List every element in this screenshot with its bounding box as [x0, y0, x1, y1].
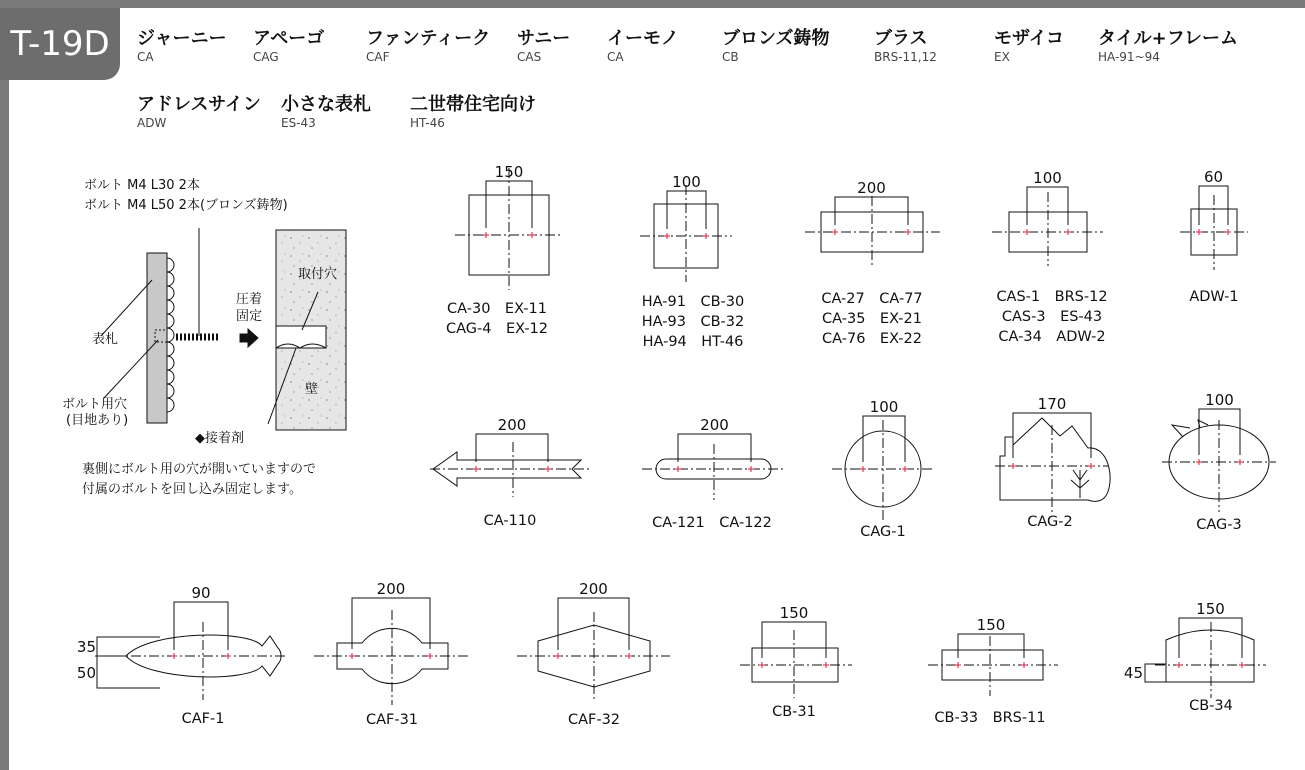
model-label: HA-93 CB-32 — [641, 314, 745, 330]
dimension-label: 50 — [76, 664, 96, 682]
series-code: CAS — [517, 50, 542, 64]
model-label: CAF-32 — [567, 712, 621, 728]
series-code: BRS-11,12 — [874, 50, 937, 64]
model-label: CB-34 — [1189, 698, 1233, 714]
series-name: サニー — [517, 28, 571, 49]
label-adhesive: ◆接着剤 — [195, 431, 244, 446]
model-label: CAF-1 — [181, 711, 225, 727]
template-diagram — [740, 604, 852, 720]
model-label: CA-30 EX-11 — [447, 301, 547, 317]
series-name: ファンティーク — [366, 28, 491, 49]
series-code: CA — [137, 50, 154, 64]
series-name: モザイコ — [994, 28, 1065, 49]
template-diagram — [1124, 600, 1266, 714]
series-name: アペーゴ — [253, 28, 325, 49]
series-name: ブラス — [874, 28, 928, 49]
template-diagram — [640, 173, 744, 350]
model-label: CA-34 ADW-2 — [998, 329, 1106, 345]
label-press-1: 圧着 — [236, 292, 263, 307]
dimension-label: 200 — [579, 580, 608, 598]
dimension-label: 100 — [1205, 391, 1234, 409]
series-code: CAF — [366, 50, 390, 64]
model-label: CAG-1 — [860, 524, 906, 540]
dimension-line — [174, 602, 228, 650]
series-code: HA-91~94 — [1098, 50, 1160, 64]
model-label: ADW-1 — [1189, 289, 1239, 305]
model-label: CAS-3 ES-43 — [1001, 309, 1103, 325]
series-name: イーモノ — [607, 28, 679, 49]
model-label: CB-31 — [772, 704, 816, 720]
dimension-label: 150 — [779, 604, 809, 622]
template-diagram — [642, 416, 786, 531]
series-code: CAG — [253, 50, 279, 64]
dimension-label: 150 — [976, 616, 1006, 634]
dimension-label: 100 — [869, 398, 899, 416]
dimension-label: 170 — [1037, 395, 1067, 413]
series-name: ブロンズ鋳物 — [722, 28, 830, 49]
adhesive-bumps — [167, 258, 174, 412]
model-label: CAF-31 — [365, 712, 419, 728]
dimension-label: 35 — [76, 638, 96, 656]
dimension-label: 200 — [376, 580, 406, 598]
dimension-label: 45 — [1123, 664, 1143, 682]
template-diagram — [517, 580, 670, 728]
label-wall: 壁 — [305, 382, 319, 397]
series-code: CA — [607, 50, 624, 64]
arrow-right-icon — [240, 329, 258, 347]
model-label: CA-110 — [483, 513, 537, 529]
dimension-label: 100 — [1033, 169, 1062, 187]
template-diagram — [1162, 391, 1276, 533]
series-name: タイル+フレーム — [1098, 28, 1239, 49]
bolt-spec-2: ボルト M4 L50 2本(ブロンズ鋳物) — [84, 198, 288, 213]
dimension-label: 150 — [494, 163, 524, 181]
series-code: ES-43 — [281, 116, 316, 130]
dimension-line — [1145, 664, 1166, 682]
tree-icon — [1071, 470, 1089, 498]
series-code: HT-46 — [410, 116, 445, 130]
template-diagram — [430, 416, 590, 529]
model-label: CAG-4 EX-12 — [445, 321, 549, 337]
install-note-1: 裏側にボルト用の穴が開いていますので — [82, 462, 317, 477]
nameplate-side — [147, 253, 167, 423]
ear-icon — [1172, 425, 1190, 437]
dimension-line — [958, 634, 1024, 658]
dimension-label: 60 — [1203, 168, 1224, 186]
series-name: アドレスサイン — [137, 94, 261, 115]
dimension-label: 100 — [672, 173, 701, 191]
template-diagram — [805, 179, 940, 347]
dimension-line — [97, 637, 160, 688]
series-name: 小さな表札 — [281, 94, 371, 115]
label-plate: 表札 — [92, 332, 119, 347]
series-name: 二世帯住宅向け — [410, 94, 536, 115]
dimension-line — [558, 598, 629, 650]
model-label: CA-76 EX-22 — [822, 331, 922, 347]
model-label: CAS-1 BRS-12 — [996, 289, 1108, 305]
install-note-2: 付属のボルトを回し込み固定します。 — [82, 482, 302, 497]
template-diagram — [995, 395, 1110, 530]
series-code: ADW — [137, 116, 167, 130]
model-label: HA-91 CB-30 — [641, 294, 745, 310]
template-diagram — [446, 163, 563, 337]
template-diagram — [77, 584, 286, 727]
template-diagram — [992, 169, 1108, 345]
template-diagram — [1180, 168, 1248, 305]
dimension-line — [863, 416, 905, 462]
bolt-spec-1: ボルト M4 L30 2本 — [84, 178, 200, 193]
installation-illustration — [101, 228, 346, 430]
dimension-label: 200 — [497, 416, 527, 434]
dimension-line — [476, 434, 548, 462]
model-label: CA-27 CA-77 — [821, 291, 923, 307]
template-diagram — [314, 580, 470, 728]
label-mount-hole: 取付穴 — [298, 267, 338, 282]
sheet-code: T-19D — [0, 8, 120, 80]
dimension-line — [1199, 409, 1240, 455]
model-label: HA-94 HT-46 — [642, 334, 744, 350]
template-diagram — [832, 398, 935, 540]
model-label: CAG-3 — [1196, 517, 1242, 533]
label-press-2: 固定 — [236, 309, 263, 324]
dimension-label: 200 — [857, 179, 886, 197]
dimension-label: 200 — [700, 416, 729, 434]
leader-plate — [101, 280, 152, 336]
label-hole-2: (目地あり) — [66, 413, 129, 428]
series-code: EX — [994, 50, 1010, 64]
template-diagram — [928, 616, 1058, 726]
label-hole-1: ボルト用穴 — [62, 397, 128, 412]
model-label: CA-35 EX-21 — [822, 311, 922, 327]
series-code: CB — [722, 50, 739, 64]
dimension-label: 90 — [191, 584, 211, 602]
dimension-label: 150 — [1196, 600, 1225, 618]
series-name: ジャーニー — [137, 28, 227, 49]
model-label: CAG-2 — [1027, 514, 1073, 530]
template-outline — [1000, 418, 1110, 501]
model-label: CA-121 CA-122 — [652, 515, 772, 531]
model-label: CB-33 BRS-11 — [934, 710, 1046, 726]
